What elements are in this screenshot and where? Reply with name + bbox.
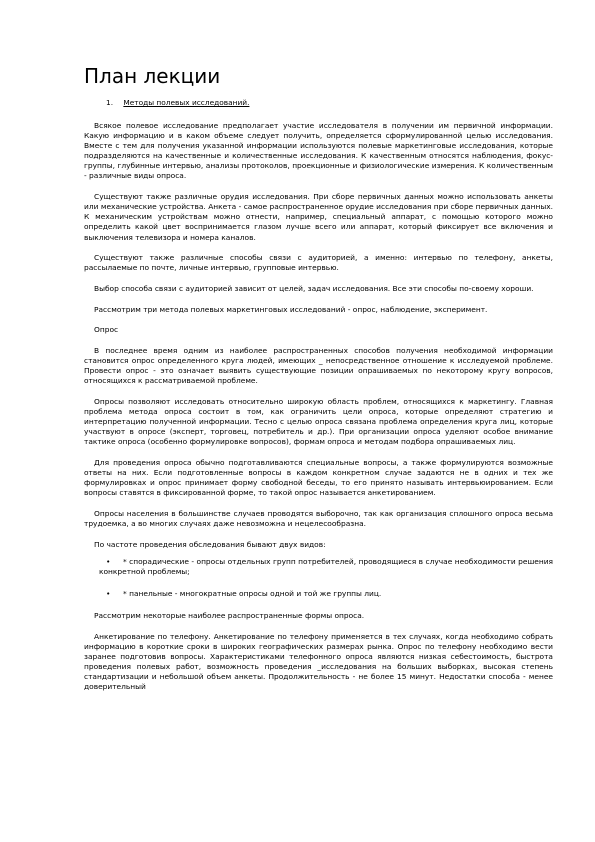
- toc-item: [106, 98, 249, 107]
- toc-text: Методы полевых исследований.: [123, 98, 250, 107]
- paragraph: Опросы населения в большинстве случаев проводятся выборочно, так как организация сплошного опроса весьма трудоемка, а во многих случаях даже невозможна и нецелесообразна.: [84, 509, 553, 529]
- paragraph: Существуют также различные орудия исследования. При сборе первичных данных можно использовать анкеты или механические устройства. Анкета - самое распространенное орудие исследования при сборе первичных данных. К механическим устройствам можно отнести, например, специальный аппарат, с помощью которого можно определить какой цвет воспринимается глазом лучше всего или аппарат, который фиксирует все включения и выключения телевизора и номера каналов.: [84, 192, 553, 242]
- paragraph: Для проведения опроса обычно подготавливаются специальные вопросы, а также формулируются возможные ответы на них. Если подготовленные вопросы в каждом конкретном случае задаются не в одних и тех же формулировках и опрос принимает форму свободной беседы, то его принято называть интервьюированием. Если вопросы ставятся в фиксированной форме, то такой опрос называется анкетированием.: [84, 458, 553, 498]
- bullet-list: [84, 557, 553, 599]
- list-item-text: * спорадические - опросы отдельных групп потребителей, проводящиеся в случае необходимости решения конкретной проблемы;: [99, 556, 553, 577]
- paragraph: Рассмотрим три метода полевых маркетинговых исследований - опрос, наблюдение, эксперимент.: [94, 304, 488, 314]
- list-item: [84, 557, 553, 577]
- page-title: План лекции: [84, 64, 221, 88]
- paragraph: Всякое полевое исследование предполагает участие исследователя в получении им первичной информации. Какую информацию и в каком объеме следует получить, определяется сформулированной целью исследования. Вместе с тем для получения указанной информации используются полевые маркетинговые исследования, которые подразделяются на качественные и количественные исследования. К качественным относятся наблюдения, фокус-группы, глубинные интервью, анализы протоколов, проекционные и физиологические измерения. К количественным - различные виды опроса.: [84, 121, 553, 181]
- paragraph: Существуют также различные способы связи с аудиторией, а именно: интервью по телефону, анкеты, рассылаемые по почте, личные интервью, групповые интервью.: [84, 253, 553, 273]
- list-item: [84, 589, 553, 599]
- bullet-mark: •: [106, 589, 111, 599]
- section-heading-opros: Опрос: [94, 325, 119, 335]
- paragraph: По частоте проведения обследования бывают двух видов:: [94, 539, 326, 549]
- document-body: [84, 121, 553, 703]
- paragraph: В последнее время одним из наиболее распространенных способов получения необходимой информации становится опрос определенного круга людей, имеющих _ непосредственное отношение к исследуемой проблеме. Провести опрос - это означает выявить существующие позиции опрашиваемых по некоторому кругу вопросов, относящихся к рассматриваемой проблеме.: [84, 346, 553, 386]
- paragraph: Анкетирование по телефону. Анкетирование по телефону применяется в тех случаях, когда необходимо собрать информацию в короткие сроки в широких географических размерах рынка. Опрос по телефону необходимо вести заранее подготовив вопросы. Характеристиками телефонного опроса являются низкая себестоимость, быстрота проведения полевых работ, возможность проведения _исследования на больших выборках, высокая степень стандартизации и небольшой объем анкеты. Продолжительность - не более 15 минут. Недостатки способа - менее доверительный: [84, 631, 553, 692]
- list-item-text: * панельные - многократные опросы одной и той же группы лиц.: [123, 589, 382, 599]
- paragraph: Рассмотрим некоторые наиболее распространенные формы опроса.: [94, 611, 365, 621]
- paragraph: Опросы позволяют исследовать относительно широкую область проблем, относящихся к маркетингу. Главная проблема метода опроса состоит в том, как ограничить цели опроса, которые определяют стратегию и интерпретацию полученной информации. Тесно с целью опроса связана проблема определения круга лиц, которые участвуют в опросе (эксперт, торговец, потребитель и др.). При организации опроса уделяют особое внимание тактике опроса (особенно формулировке вопросов), формам опроса и методам подбора опрашиваемых лиц.: [84, 397, 553, 447]
- toc-number: 1.: [106, 98, 114, 107]
- bullet-mark: •: [106, 556, 111, 566]
- paragraph: Выбор способа связи с аудиторией зависит от целей, задач исследования. Все эти способы по-своему хороши.: [94, 284, 534, 293]
